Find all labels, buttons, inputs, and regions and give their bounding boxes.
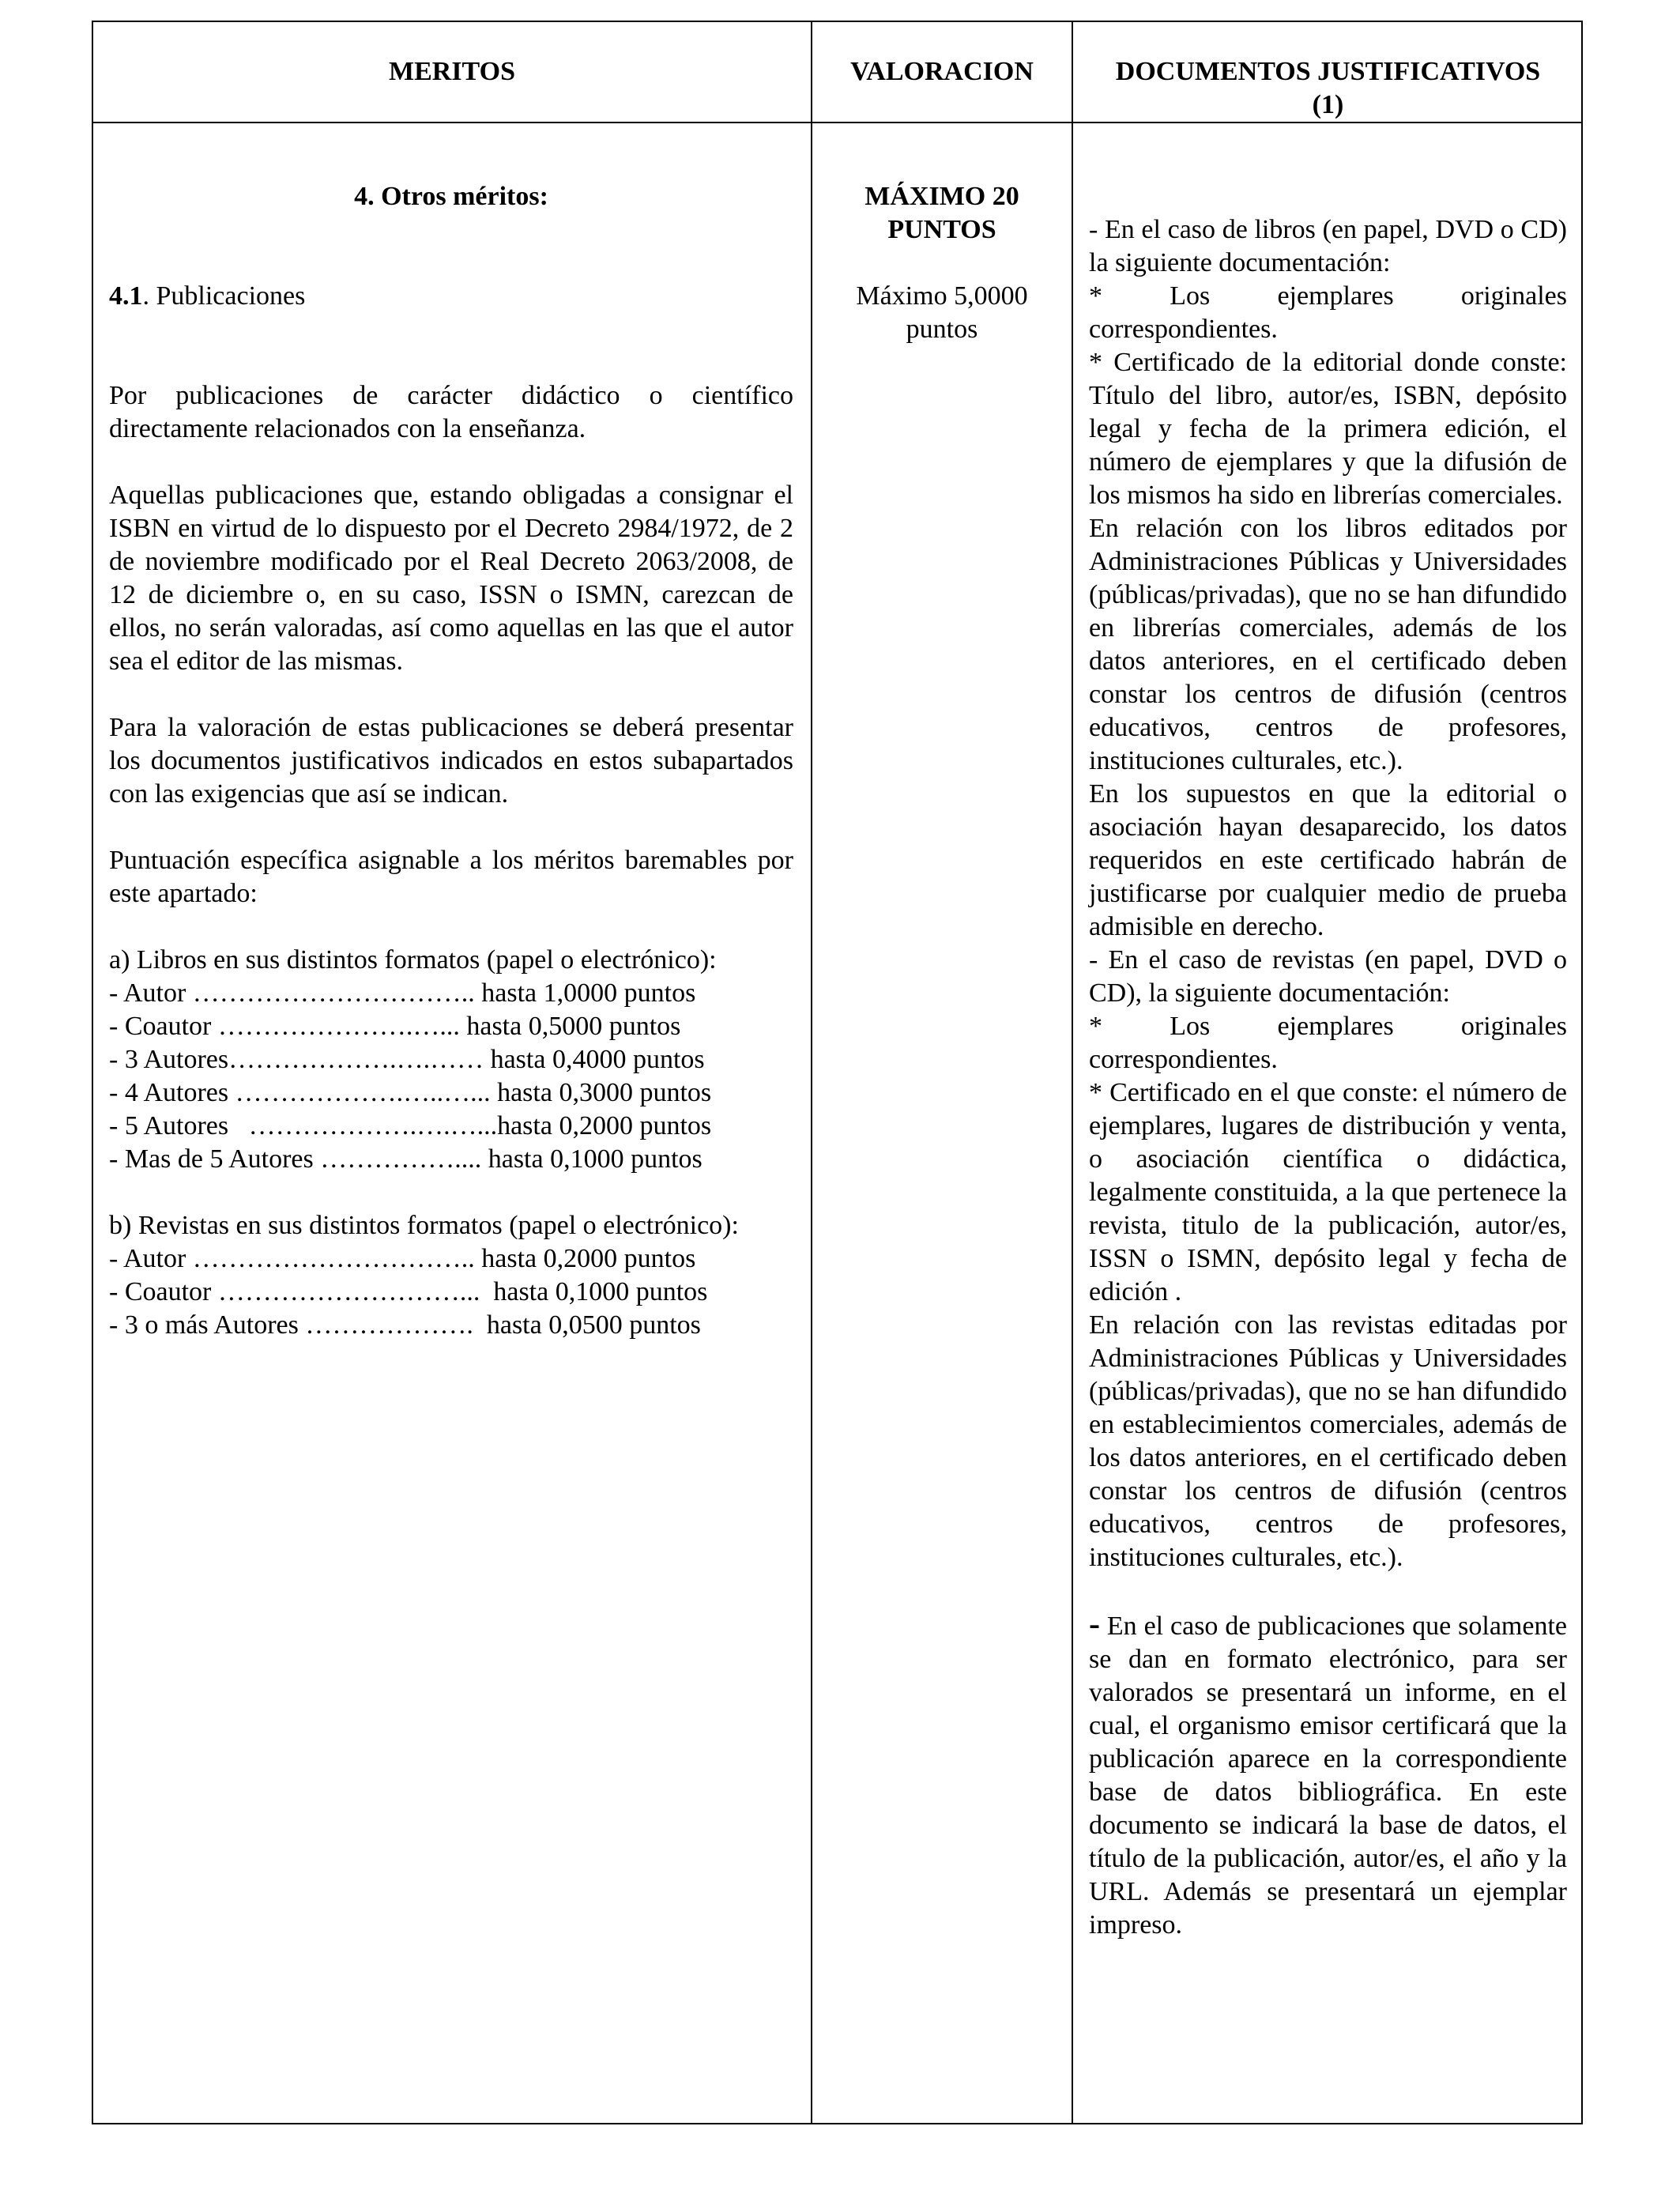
revistas-title: b) Revistas en sus distintos formatos (papel o electrónico): xyxy=(109,1211,739,1240)
list-item: - 3 o más Autores ………………. hasta 0,0500 puntos xyxy=(109,1310,701,1340)
paragraph-1: Por publicaciones de carácter didáctico o científico directamente relacionados con la enseñanza. xyxy=(109,381,793,443)
list-item: - 3 Autores……………….….…… hasta 0,4000 puntos xyxy=(109,1045,705,1074)
header-meritos xyxy=(93,22,811,122)
header-meritos-label: MERITOS xyxy=(389,57,515,86)
list-item: - Autor ………………………….. hasta 0,2000 puntos xyxy=(109,1244,696,1273)
libros-desaparecido: En los supuestos en que la editorial o asociación hayan desaparecido, los datos requeridos en este certificado habrán de justificarse por cualquier medio de prueba admisible en derecho. xyxy=(1089,779,1567,941)
subsection-number: 4.1 xyxy=(109,281,143,311)
section-title: 4. Otros méritos: xyxy=(354,182,548,211)
paragraph-2: Aquellas publicaciones que, estando obligadas a consignar el ISBN en virtud de lo dispuesto por el Decreto 2984/1972, de 2 de noviembre modificado por el Real Decreto 2063/2008, de 12 de diciembre o, en su caso, ISSN o ISMN, carezcan de ellos, no serán valoradas, así como aquellas en las que el autor sea el editor de las mismas. xyxy=(109,481,793,676)
list-item: - Coautor ………………….…... hasta 0,5000 puntos xyxy=(109,1012,681,1041)
list-item: - Mas de 5 Autores …………….... hasta 0,1000 puntos xyxy=(109,1144,703,1174)
header-valoracion-label: VALORACION xyxy=(850,57,1034,86)
list-item: - 4 Autores ……………….…..…... hasta 0,3000 puntos xyxy=(109,1078,712,1107)
documentos-cell xyxy=(1073,123,1583,2123)
max-sub-line2: puntos xyxy=(906,315,978,344)
revistas-item-1: * Los ejemplares originales correspondientes. xyxy=(1089,1012,1567,1074)
revistas-admin: En relación con las revistas editadas por Administraciones Públicas y Universidades (públicas/privadas), que no se han difundido en establecimientos comerciales, además de los datos anteriores, en el certificado deben constar los centros de difusión (centros educativos, centros de profesores, instituciones culturales, etc.). xyxy=(1089,1310,1567,1572)
meritos-cell xyxy=(93,123,811,2123)
paragraph-4: Puntuación específica asignable a los méritos baremables por este apartado: xyxy=(109,846,793,908)
revistas-item-2: * Certificado en el que conste: el número de ejemplares, lugares de distribución y venta, o asociación científica o didáctica, legalmente constituida, a la que pertenece la revista, titulo de la publicación, autor/es, ISSN o ISMN, depósito legal y fecha de edición . xyxy=(1089,1078,1567,1306)
libros-admin: En relación con los libros editados por Administraciones Públicas y Universidades (públicas/privadas), que no se han difundido en librerías comerciales, además de los datos anteriores, en el certificado deben constar los centros de difusión (centros educativos, centros de profesores, instituciones culturales, etc.). xyxy=(1089,514,1567,775)
max-total-line1: MÁXIMO 20 xyxy=(864,182,1019,211)
max-total-line2: PUNTOS xyxy=(887,215,996,244)
list-item: - Autor ………………………….. hasta 1,0000 puntos xyxy=(109,978,696,1008)
libros-intro: - En el caso de libros (en papel, DVD o CD) la siguiente documentación: xyxy=(1089,215,1567,277)
header-documentos xyxy=(1073,22,1583,122)
header-documentos-label: DOCUMENTOS JUSTIFICATIVOS xyxy=(1115,57,1541,86)
electronico-paragraph xyxy=(1089,1608,1567,1942)
libros-title: a) Libros en sus distintos formatos (papel o electrónico): xyxy=(109,945,717,974)
list-item: - 5 Autores ……………….….…...hasta 0,2000 puntos xyxy=(109,1111,712,1140)
header-documentos-note: (1) xyxy=(1312,90,1344,119)
revistas-intro: - En el caso de revistas (en papel, DVD o CD), la siguiente documentación: xyxy=(1089,945,1567,1008)
electronico-dash: - xyxy=(1089,1606,1100,1642)
paragraph-3: Para la valoración de estas publicaciones se deberá presentar los documentos justificativos indicados en estos subapartados con las exigencias que así se indican. xyxy=(109,713,793,809)
libros-item-2: * Certificado de la editorial donde conste: Título del libro, autor/es, ISBN, depósito legal y fecha de la primera edición, el número de ejemplares y que la difusión de los mismos ha sido en librerías comerciales. xyxy=(1089,348,1567,510)
subsection-label: . Publicaciones xyxy=(142,281,306,311)
libros-item-1: * Los ejemplares originales correspondientes. xyxy=(1089,281,1567,344)
subsection-heading xyxy=(109,280,793,313)
electronico-text: En el caso de publicaciones que solamente se dan en formato electrónico, para ser valorados se presentará un informe, en el cual, el organismo emisor certificará que la publicación aparece en la correspondiente base de datos bibliográfica. En este documento se indicará la base de datos, el título de la publicación, autor/es, el año y la URL. Además se presentará un ejemplar impreso. xyxy=(1089,1612,1567,1940)
header-valoracion xyxy=(812,22,1072,122)
max-sub-line1: Máximo 5,0000 xyxy=(856,281,1028,311)
baremo-table xyxy=(92,21,1583,2124)
valoracion-cell xyxy=(812,123,1072,2123)
list-item: - Coautor ………………………... hasta 0,1000 puntos xyxy=(109,1277,708,1306)
